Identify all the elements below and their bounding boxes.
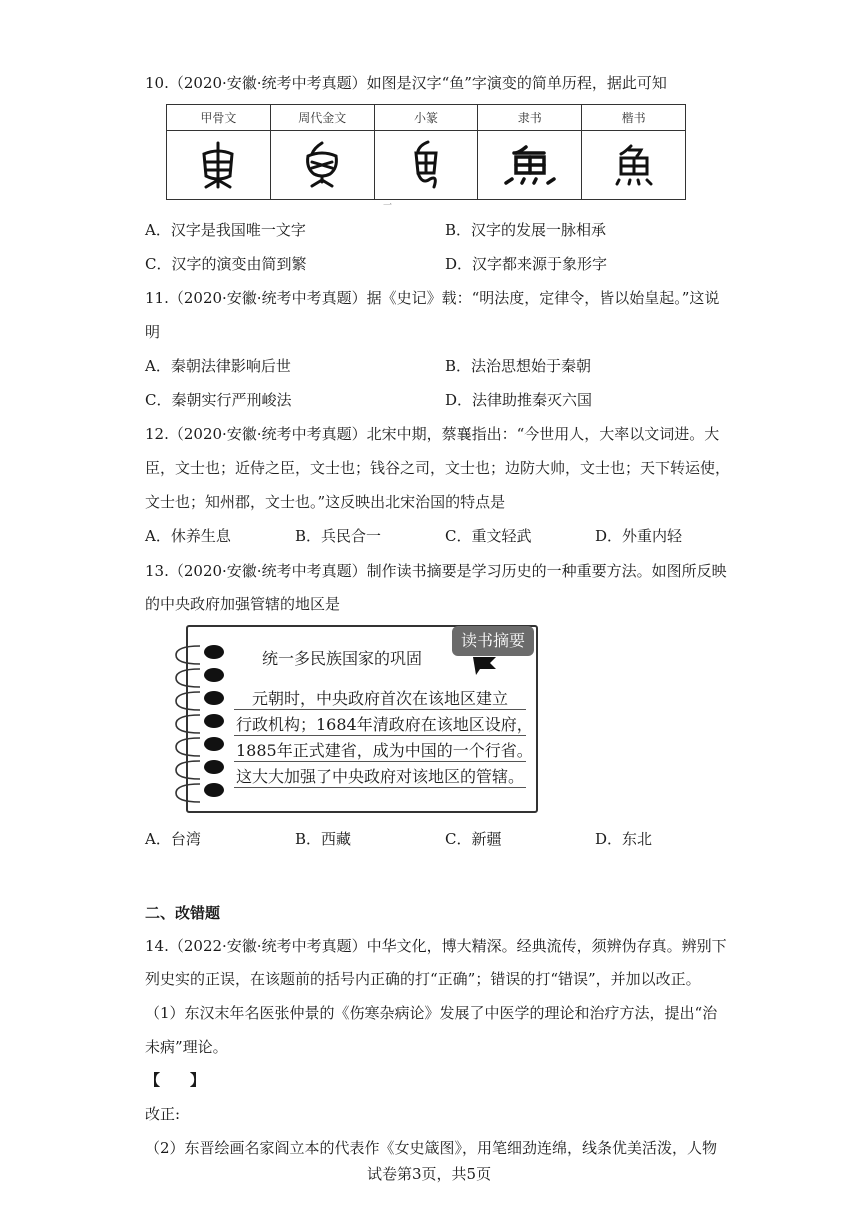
q13-option-a[interactable]: A．台湾 [145,830,201,848]
notebook-line-3: 1885年正式建省，成为中国的一个行省。 [236,741,533,760]
page-footer: 试卷第3页，共5页 [367,1165,492,1183]
notebook-rule [234,787,526,788]
q10-stem: 10.（2020·安徽·统考中考真题）如图是汉字“鱼”字演变的简单历程，据此可知 [145,74,667,92]
glyph-cell-bronze [270,131,374,200]
table-header-small-seal: 小篆 [374,105,478,131]
table-header-bronze: 周代金文 [270,105,374,131]
notebook-line-2: 行政机构；1684年清政府在该地区设府， [236,715,533,734]
q13-option-c[interactable]: C．新疆 [445,830,502,848]
notebook-title: 统一多民族国家的巩固 [262,649,423,668]
table-header-oracle: 甲骨文 [167,105,271,131]
q12-option-b[interactable]: B．兵民合一 [295,527,382,545]
fish-character-evolution-table [166,104,686,200]
notebook-rule [234,735,526,736]
glyph-cell-clerical [478,131,582,200]
q13-stem-line1: 13.（2020·安徽·统考中考真题）制作读书摘要是学习历史的一种重要方法。如图所反映 [145,562,727,580]
notebook-spiral-rings [170,636,230,806]
q14-stem-line2: 列史实的正误，在该题前的括号内正确的打“正确”；错误的打“错误”，并加以改正。 [145,970,701,988]
q14-item1-line2: 未病”理论。 [145,1038,228,1056]
q10-option-a[interactable]: A．汉字是我国唯一文字 [145,221,306,239]
notebook-rule [234,709,526,710]
q12-stem-line3: 文士也；知州郡，文士也。”这反映出北宋治国的特点是 [145,493,506,511]
q11-stem-line1: 11.（2020·安徽·统考中考真题）据《史记》载：“明法度，定律令，皆以始皇起。”这说 [145,289,720,307]
q12-option-d[interactable]: D．外重内轻 [595,527,683,545]
section-heading: 二、改错题 [145,904,221,922]
notebook-line-4: 这大大加强了中央政府对该地区的管辖。 [236,767,525,786]
bronze-fish-glyph [300,140,344,190]
table-header-regular: 楷书 [582,105,686,131]
q12-stem-line2: 臣，文士也；近侍之臣，文士也；钱谷之司，文士也；边防大帅，文士也；天下转运使， [145,459,731,477]
answer-bracket[interactable]: 【 】 [145,1071,206,1089]
clerical-fish-glyph [500,143,560,187]
q10-option-d[interactable]: D．汉字都来源于象形字 [445,255,608,273]
regular-fish-glyph [609,142,659,188]
reading-summary-tag: 读书摘要 [452,626,534,656]
q11-stem-line2: 明 [145,323,161,341]
q11-option-c[interactable]: C．秦朝实行严刑峻法 [145,391,292,409]
q13-stem-line2: 的中央政府加强管辖的地区是 [145,595,341,613]
oracle-fish-glyph [196,140,240,190]
q12-option-c[interactable]: C．重文轻武 [445,527,532,545]
q11-option-b[interactable]: B．法治思想始于秦朝 [445,357,592,375]
small-seal-fish-glyph [404,139,448,191]
q11-option-d[interactable]: D．法律助推秦灭六国 [445,391,593,409]
q10-option-c[interactable]: C．汉字的演变由简到繁 [145,255,307,273]
correction-label: 改正: [145,1105,181,1123]
notebook-rule [234,761,526,762]
q14-item1-line1: （1）东汉末年名医张仲景的《伤寒杂病论》发展了中医学的理论和治疗方法，提出“治 [145,1004,718,1022]
q12-option-a[interactable]: A．休养生息 [145,527,231,545]
q14-item2-line1: （2）东晋绘画名家阎立本的代表作《女史箴图》，用笔细劲连绵，线条优美活泼，人物 [145,1139,718,1157]
glyph-cell-regular [582,131,686,200]
glyph-cell-oracle [167,131,271,200]
q10-option-b[interactable]: B．汉字的发展一脉相承 [445,221,607,239]
notebook-line-1: 元朝时，中央政府首次在该地区建立 [236,689,509,708]
table-header-clerical: 隶书 [478,105,582,131]
q13-option-d[interactable]: D．东北 [595,830,653,848]
q12-stem-line1: 12.（2020·安徽·统考中考真题）北宋中期，蔡襄指出：“今世用人，大率以文词进。大 [145,425,720,443]
q11-option-a[interactable]: A．秦朝法律影响后世 [145,357,291,375]
q14-stem-line1: 14.（2022·安徽·统考中考真题）中华文化，博大精深。经典流传，须辨伪存真。辨别下 [145,937,727,955]
bookmark-ribbon-icon [470,655,500,677]
q13-option-b[interactable]: B．西藏 [295,830,352,848]
glyph-cell-small-seal [374,131,478,200]
table-tick-mark: 一 [383,201,393,211]
